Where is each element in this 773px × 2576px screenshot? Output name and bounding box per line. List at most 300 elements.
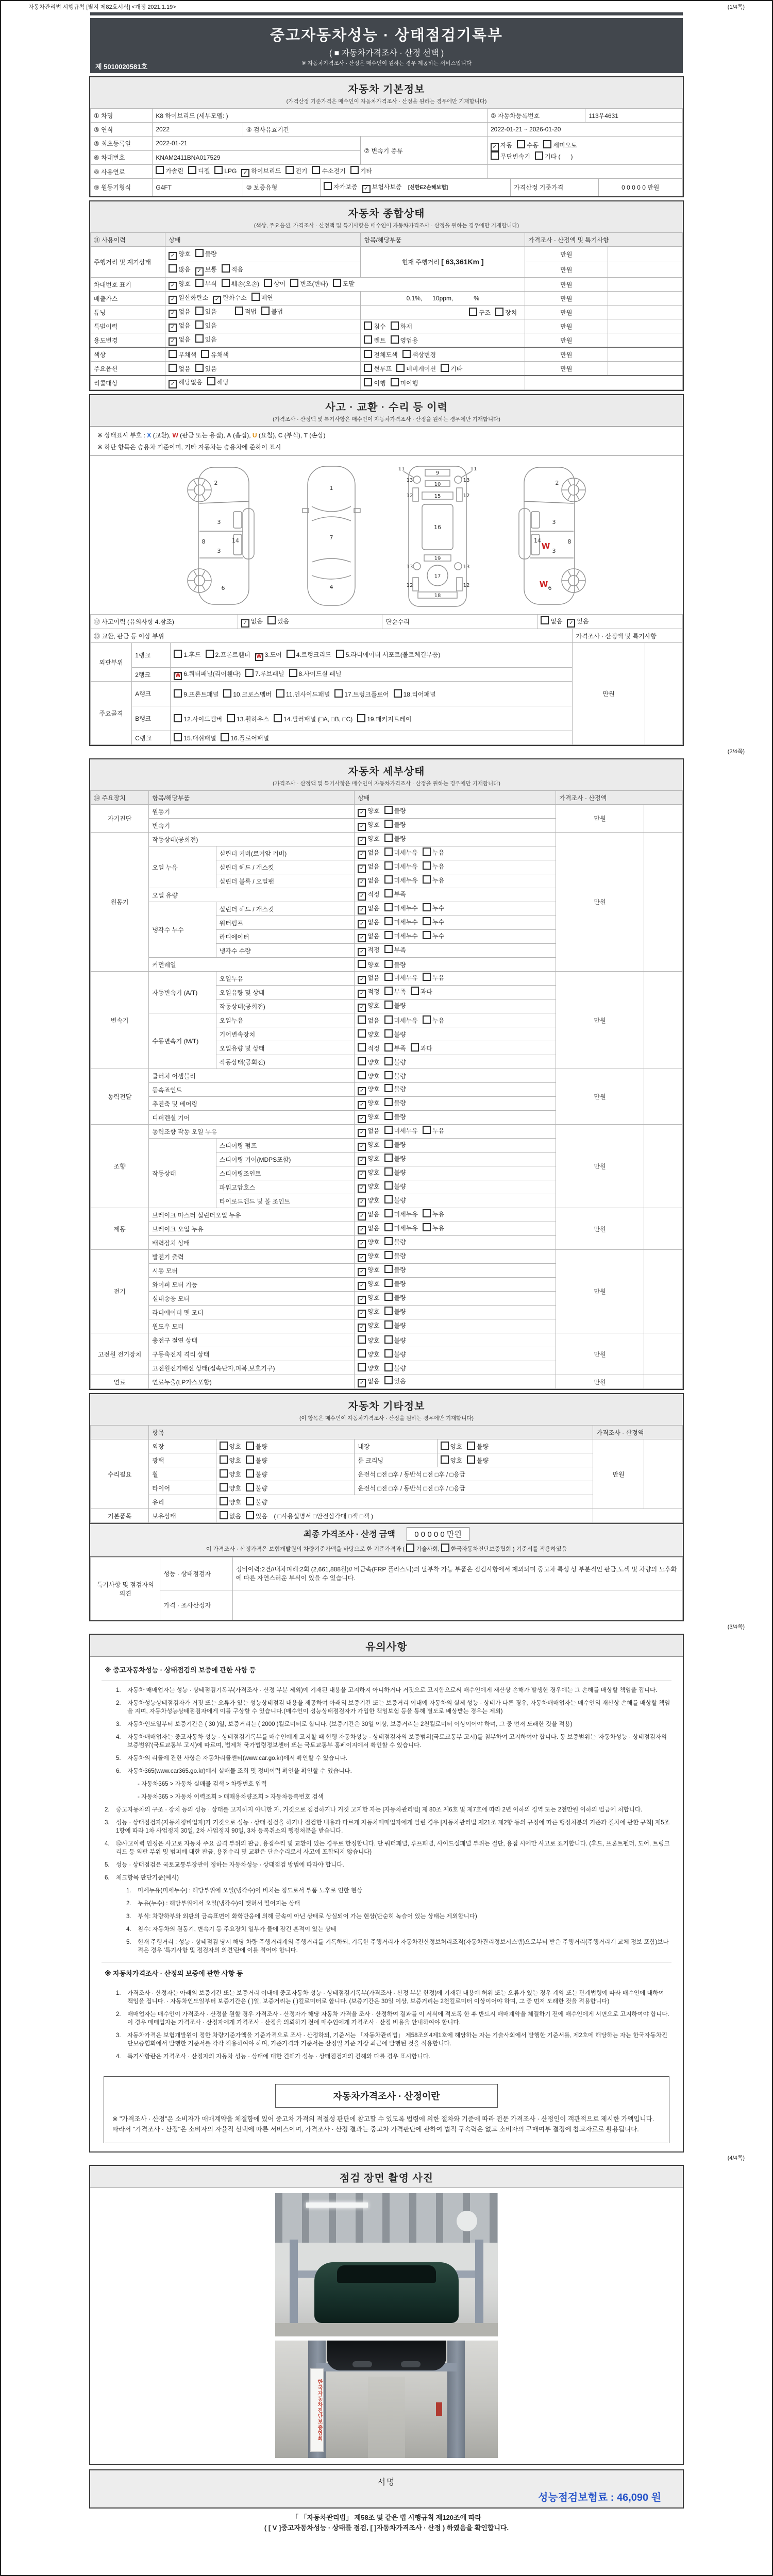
option xyxy=(384,1307,406,1316)
option-label: 양호 xyxy=(367,1002,380,1009)
usage-type-options xyxy=(361,333,525,348)
price-cell: 만원 xyxy=(556,1069,644,1125)
option-label: 누유 xyxy=(432,1225,445,1232)
column-header: 가격조사 · 산정액 및 특기사항 xyxy=(573,629,683,643)
option xyxy=(334,689,389,699)
option-label: 있음 xyxy=(205,308,217,315)
row-label: 배출가스 xyxy=(91,292,165,306)
section-detail-header xyxy=(90,759,683,791)
option-label: 불량 xyxy=(394,1197,406,1204)
option-label: 불량 xyxy=(476,1457,489,1464)
option-label: 있음 xyxy=(255,1513,267,1520)
remark-cell xyxy=(608,319,682,333)
option xyxy=(396,364,436,373)
remark-cell xyxy=(644,833,682,972)
notice-item-number: 2. xyxy=(105,1807,110,1813)
svg-text:13: 13 xyxy=(463,478,470,483)
option xyxy=(358,876,379,887)
detail-condition-table xyxy=(90,790,683,1389)
option xyxy=(384,1237,406,1246)
section-title: 자동차 기본정보 xyxy=(348,84,425,95)
page-title: 중고자동차성능 · 상태점검기록부 xyxy=(270,27,503,44)
option-label: 과다 xyxy=(420,1045,432,1052)
checkbox-unchecked xyxy=(384,1181,393,1190)
option xyxy=(285,166,307,175)
section-title: 자동차 기타정보 xyxy=(348,1401,425,1412)
option xyxy=(441,364,462,373)
state-options xyxy=(355,986,556,999)
checkbox-unchecked xyxy=(245,669,254,677)
price-cell: 만원 xyxy=(556,1250,644,1333)
field-label: ⑦ 변속기 종류 xyxy=(361,137,488,165)
option xyxy=(358,1001,379,1012)
option-label: 미세누수 xyxy=(394,905,418,912)
option xyxy=(174,669,241,680)
price-cell: 만원 xyxy=(556,1333,644,1375)
notice-item-number xyxy=(126,1793,138,1801)
checkbox-unchecked xyxy=(384,931,393,939)
inspection-photo-underbody xyxy=(275,2341,498,2458)
checkbox-unchecked xyxy=(384,848,393,856)
option-label: 탄화수소 xyxy=(223,294,247,301)
misc-table xyxy=(90,1425,683,1523)
checkbox-unchecked xyxy=(357,714,365,722)
checkbox-unchecked xyxy=(246,1455,254,1464)
option xyxy=(384,820,406,829)
usage-change-options xyxy=(165,333,361,348)
option xyxy=(384,1265,406,1274)
option-label: 미세누유 xyxy=(394,877,418,884)
checkbox-checked: ✓ xyxy=(358,878,366,887)
checkbox-unchecked xyxy=(358,1057,366,1065)
detail-row xyxy=(91,1069,683,1083)
state-code-legend xyxy=(90,427,683,456)
option xyxy=(246,1497,267,1506)
mileage-prefix: 현재 주행거리 xyxy=(401,259,440,266)
state-options xyxy=(355,1347,556,1361)
option-label: 적정 xyxy=(367,891,380,898)
checkbox-unchecked xyxy=(384,960,393,968)
checkbox-checked: ✓ xyxy=(358,1157,366,1165)
wheel-positions: 운전석 □전 □후 / 동반석 □전 □후 / □응급 xyxy=(355,1467,593,1481)
option xyxy=(423,931,444,940)
option xyxy=(169,264,190,274)
checkbox-unchecked xyxy=(195,364,204,372)
checkbox-unchecked xyxy=(251,293,260,301)
notice-item-number: 3. xyxy=(116,2032,121,2039)
checkbox-unchecked xyxy=(336,650,344,658)
car-bottom-view-diagram xyxy=(394,461,481,611)
option xyxy=(156,166,183,175)
detail-row xyxy=(91,1125,683,1139)
option xyxy=(543,140,577,149)
option-label: 불량 xyxy=(394,1169,406,1176)
checkbox-unchecked xyxy=(220,1483,228,1492)
final-price-value: 0 0 0 0 0 만원 xyxy=(407,1527,469,1541)
option-label: 양호 xyxy=(229,1485,241,1492)
price-cell: 만원 xyxy=(525,262,608,278)
option-label: 있음 xyxy=(577,617,589,625)
option xyxy=(423,848,444,857)
option-label: 없음 xyxy=(367,1017,380,1024)
option xyxy=(221,733,269,742)
sub-item-label: 스티어링 기어(MDPS포함) xyxy=(216,1153,355,1166)
notice-heading: ※ 중고자동차성능 · 상태점검의 보증에 관한 사항 등 xyxy=(102,1660,671,1681)
option-label: 있음 xyxy=(205,336,217,343)
lift-post-left xyxy=(290,2240,298,2336)
option xyxy=(364,350,397,359)
option-label: 13.휠하우스 xyxy=(237,715,270,723)
item-label: 추진축 및 베어링 xyxy=(149,1097,355,1111)
notice-item-text: 자동차가격은 보험개발원이 정한 차량기준가액을 기준가격으로 조사 · 산정하되, 기준서는 「자동차관리법」 제58조의4제1호에 해당하는 자는 기술사회에서 발행한 기준서를, 제2호에 해당하는 자는 한국자동차진단보증협회에서 발행한 기준서를 각각 적용하여야 하며, 기준가격과 기준서는 산정일 기준 가장 최근에 발행된 것을 적용합니다. xyxy=(127,2032,667,2047)
option xyxy=(333,279,355,288)
option-label: 디젤 xyxy=(198,167,210,175)
option-label: 부족 xyxy=(394,1045,406,1052)
option xyxy=(364,364,392,373)
row-label: 튜닝 xyxy=(91,306,165,319)
option xyxy=(362,182,402,193)
checkbox-checked: ✓ xyxy=(358,1296,366,1304)
checkbox-unchecked xyxy=(384,1112,393,1120)
checkbox-unchecked xyxy=(384,889,393,897)
checkbox-unchecked xyxy=(391,335,399,344)
checkbox-unchecked xyxy=(384,1279,393,1287)
detail-row xyxy=(91,1375,683,1389)
notice-item xyxy=(116,1686,671,1694)
option-label: 없음 xyxy=(178,365,191,372)
option-label: 9.프론트패널 xyxy=(183,690,219,698)
option xyxy=(423,875,444,885)
option xyxy=(491,151,530,161)
car-right-side-diagram xyxy=(505,461,591,611)
option xyxy=(264,279,285,288)
checkbox-unchecked xyxy=(246,1497,254,1505)
option xyxy=(195,334,217,344)
checkbox-unchecked xyxy=(384,945,393,953)
option xyxy=(169,350,196,359)
option xyxy=(358,987,379,998)
checkbox-checked: ✓ xyxy=(358,823,366,831)
basic-items-options xyxy=(216,1509,593,1523)
option-label: 부족 xyxy=(394,988,406,995)
checkbox-unchecked xyxy=(411,1043,419,1052)
state-options xyxy=(355,916,556,930)
checkbox-unchecked xyxy=(535,151,543,160)
svg-text:7: 7 xyxy=(329,534,333,541)
basic-table-row2 xyxy=(90,122,683,137)
checkbox-checked: ✓ xyxy=(169,252,177,260)
svg-text:11: 11 xyxy=(470,466,477,472)
sub-item-label: 실린더 커버(로커암 커버) xyxy=(216,846,355,860)
row-label: 차대번호 표기 xyxy=(91,278,165,292)
field-label: ⑩ 보증유형 xyxy=(243,179,320,196)
section-photos-header xyxy=(90,2166,683,2188)
checkbox-checked: ✓ xyxy=(358,1184,366,1193)
option xyxy=(384,875,418,885)
option-label: 양호 xyxy=(367,1099,380,1107)
state-options xyxy=(355,902,556,916)
option xyxy=(358,1043,379,1053)
option xyxy=(220,1469,241,1479)
option xyxy=(245,669,284,678)
notice-item xyxy=(116,1699,671,1716)
rank2-options xyxy=(171,668,573,682)
option-label: 보통 xyxy=(205,265,217,273)
checkbox-unchecked xyxy=(384,1084,393,1092)
option xyxy=(169,307,190,318)
option xyxy=(358,806,379,817)
section-inspection-photos xyxy=(89,2165,684,2465)
item-label: 자동변속기 (A/T) xyxy=(149,972,216,1013)
option-label: 양호 xyxy=(229,1499,241,1506)
option xyxy=(195,364,217,373)
option xyxy=(358,1224,379,1234)
option xyxy=(358,918,379,928)
checkbox-checked: ✓ xyxy=(169,380,177,388)
checkbox-unchecked xyxy=(290,279,298,287)
notice-item-text: 미세누유(미세누수) : 해당부위에 오일(냉각수)이 비치는 정도로서 부품 노후로 인한 현상 xyxy=(138,1888,363,1894)
definition-text: ※ "가격조사 · 산정"은 소비자가 매매계약을 체결함에 있어 중고차 가격의 적절성 판단에 참고할 수 있도록 법령에 의한 절차와 기준에 따라 전문 가격조사 · 산정인이 객관적으로 제시한 가액입니다. 따라서 "가격조사 · 산정"은 소비자의 자율적 선택에 따른 서비스이며, 가격조사 · 산정 결과는 중고차 가격판단에 관하여 법적 구속력은 없고 소비자의 구매여부 결정에 참고자료로 활용됩니다. xyxy=(112,2115,654,2133)
item-label: 발전기 출력 xyxy=(149,1250,355,1264)
option-label: 불량 xyxy=(394,1031,406,1038)
remark-cell xyxy=(644,1069,682,1125)
option-label: 변조(변타) xyxy=(300,280,328,287)
option-label: 없음 xyxy=(178,322,191,329)
option-label: 불량 xyxy=(394,1113,406,1121)
option xyxy=(358,834,379,845)
item-label: 커먼레일 xyxy=(149,958,355,972)
notice-item-text: 현재 주행거리 : 성능 · 상태점검 당시 해당 차량 주행거리계의 주행거리를 기록하되, 기록한 주행거리가 자동차전산정보처리조직(자동차관리정보시스템)으로부터 받은 주행거리(주행거리계 교체 정보 포함)보다 적은 경우 '특기사항 및 점검자의 의견'란에 이를 적어야 합니다. xyxy=(138,1939,669,1954)
car-windshield xyxy=(337,2265,436,2283)
option-label: 침수 xyxy=(374,323,386,330)
option-label: 10.크로스멤버 xyxy=(233,690,272,698)
option xyxy=(423,1223,444,1232)
option xyxy=(274,714,352,723)
checkbox-checked: ✓ xyxy=(241,619,249,628)
checkbox-unchecked xyxy=(285,166,294,174)
panel-rank-table xyxy=(90,629,683,745)
remark-cell xyxy=(644,1333,682,1375)
remark-cell xyxy=(608,347,682,362)
row-label: 색상 xyxy=(91,347,165,362)
option-label: 양호 xyxy=(367,1266,380,1274)
notice-item xyxy=(105,1861,671,1869)
option-label: 불법 xyxy=(271,308,283,315)
garage-floor xyxy=(275,2323,498,2336)
item-label: 실내송풍 모터 xyxy=(149,1292,355,1306)
option-label: 있음 xyxy=(277,617,290,625)
checkbox-unchecked xyxy=(384,1320,393,1329)
option xyxy=(358,1182,379,1193)
checkbox-unchecked xyxy=(441,1544,449,1552)
basic-table-row5 xyxy=(90,164,683,179)
accident-summary-table xyxy=(90,614,683,629)
rankC-options xyxy=(171,731,573,745)
item-label: 구동축전지 격리 상태 xyxy=(149,1347,355,1361)
checkbox-checked: ✓ xyxy=(169,296,177,304)
option-label: 8.사이드실 패널 xyxy=(298,670,342,677)
device-group-label: 자기진단 xyxy=(91,805,149,833)
room-cleaning-options xyxy=(437,1453,593,1467)
option xyxy=(535,151,573,161)
checkbox-unchecked xyxy=(195,320,204,329)
car-damage-diagrams xyxy=(90,456,683,615)
option-label: 양호 xyxy=(367,821,380,828)
svg-text:2: 2 xyxy=(214,480,218,486)
checkbox-unchecked xyxy=(423,917,431,925)
price-cell: 만원 xyxy=(525,319,608,333)
row-label: ⑬ 교환, 판금 등 이상 부위 xyxy=(91,629,573,643)
checkbox-unchecked xyxy=(441,364,449,372)
option xyxy=(384,1029,406,1039)
notice-item-text: 누유(누수) : 해당부위에서 오일(냉각수)이 맺혀서 떨어지는 상태 xyxy=(138,1901,300,1907)
legend-codes xyxy=(97,431,676,439)
option xyxy=(169,321,190,332)
remark-cell xyxy=(608,262,682,278)
option xyxy=(394,689,436,699)
checkbox-unchecked xyxy=(364,350,372,358)
base-price-value: 0 0 0 0 0 만원 xyxy=(598,179,682,196)
option-label: 매연 xyxy=(261,294,273,301)
option-label: 불량 xyxy=(255,1471,267,1478)
notice-item-number: 4. xyxy=(116,1734,121,1740)
checkbox-unchecked xyxy=(214,166,223,174)
option xyxy=(411,1043,432,1053)
sub-item-label: 스티어링 펌프 xyxy=(216,1139,355,1153)
option xyxy=(358,1196,379,1207)
svg-text:18: 18 xyxy=(434,593,441,599)
option-label: 불량 xyxy=(394,1183,406,1190)
color-options xyxy=(165,347,361,362)
option-label: 미세누유 xyxy=(394,1017,418,1024)
checkbox-unchecked xyxy=(358,1043,366,1052)
legend-code-desc: (요철), xyxy=(257,432,278,439)
notice-item-text: 자동차성능상태점검자가 거짓 또는 오류가 있는 성능상태점검 내용을 제공하여 아래의 보증기간 또는 보증거리 이내에 자동차의 실제 성능 · 상태가 다른 경우, 자동차매매업자는 매수인의 재산상 손해를 배상할 책임을 지며, 자동차성능상태점검자에게 이를 구상할 수 있습니다.(매수인이 성능상태점검자가 가입한 책임보험 등을 통해 별도로 배상받는 경우는 제외) xyxy=(127,1700,670,1715)
field-label: ④ 검사유효기간 xyxy=(243,123,487,137)
tuning-options xyxy=(165,306,361,319)
svg-text:3: 3 xyxy=(552,519,556,526)
option xyxy=(358,1071,379,1080)
notice-item-text: - 자동차365 > 자동차 이력조회 > 매매용차량조회 > 자동차등록번호 검색 xyxy=(138,1794,324,1800)
section-overall-header xyxy=(90,201,683,233)
checkbox-unchecked xyxy=(324,182,332,190)
row-label: 특별이력 xyxy=(91,319,165,333)
option-label: 없음 xyxy=(550,617,563,625)
state-options xyxy=(355,833,556,846)
option xyxy=(358,1015,379,1025)
option xyxy=(358,1363,379,1372)
notice-item xyxy=(105,1819,671,1835)
option xyxy=(384,1126,418,1135)
title-block xyxy=(90,12,683,73)
page-marker-1: (1/4쪽) xyxy=(727,4,745,10)
checkbox-unchecked xyxy=(384,1209,393,1217)
price-cell: 만원 xyxy=(525,278,608,292)
checkbox-checked: ✓ xyxy=(358,1198,366,1207)
checkbox-unchecked xyxy=(201,350,209,358)
checkbox-unchecked xyxy=(195,249,204,257)
inspector-opinion-table xyxy=(90,1557,683,1620)
option xyxy=(358,904,379,914)
option xyxy=(384,1098,406,1107)
section-subtitle: (이 항목은 매수인이 자동차가격조사 · 산정을 원하는 경우에만 기재합니다) xyxy=(299,1415,474,1421)
option-label: 있음 xyxy=(205,322,217,329)
option-label: 누수 xyxy=(432,919,445,926)
notice-item xyxy=(105,1840,671,1856)
detail-row xyxy=(91,1333,683,1347)
state-options xyxy=(355,860,556,874)
option xyxy=(384,1349,406,1359)
exhaust-right xyxy=(401,2361,421,2367)
checkbox-checked: ✓ xyxy=(358,837,366,845)
checkbox-unchecked xyxy=(222,279,230,287)
state-options xyxy=(355,1319,556,1333)
checkbox-unchecked xyxy=(423,1126,431,1134)
notice-item xyxy=(116,2010,671,2027)
checkbox-unchecked xyxy=(423,1015,431,1024)
state-options xyxy=(355,1292,556,1306)
option xyxy=(358,1251,379,1262)
option-label: 없음 xyxy=(178,336,191,343)
option-label: 1.후드 xyxy=(183,651,201,658)
option-label: 누수 xyxy=(432,905,445,912)
option xyxy=(358,1140,379,1151)
notice-item xyxy=(126,1938,671,1955)
sub-item-label: 작동상태(공회전) xyxy=(216,1055,355,1069)
option xyxy=(358,931,379,942)
remark-cell xyxy=(644,1125,682,1208)
title-note: ※ 자동차가격조사 · 산정은 매수인이 원하는 경우 제공하는 서비스입니다 xyxy=(301,60,472,66)
checkbox-unchecked xyxy=(195,279,204,287)
checkbox-unchecked xyxy=(384,1223,393,1231)
state-options xyxy=(355,819,556,833)
price-cell: 만원 xyxy=(525,347,608,362)
simple-repair-label: 단순수리 xyxy=(382,615,537,629)
overall-condition-table xyxy=(90,232,683,390)
option-label: 불량 xyxy=(394,835,406,842)
legend-code-letter: T xyxy=(304,432,308,439)
emission-options xyxy=(165,292,361,306)
checkbox-unchecked xyxy=(423,973,431,981)
option-label: 없음 xyxy=(367,905,380,912)
option xyxy=(358,1307,379,1318)
checkbox-unchecked xyxy=(384,820,393,828)
option xyxy=(289,669,342,678)
option xyxy=(358,1168,379,1179)
checkbox-unchecked xyxy=(223,689,231,698)
sub-item-label: 라디에이터 xyxy=(216,930,355,944)
checkbox-unchecked xyxy=(350,166,359,174)
section-title: 사고 · 교환 · 수리 등 이력 xyxy=(325,402,448,413)
state-options xyxy=(355,1208,556,1222)
svg-text:6: 6 xyxy=(548,585,552,591)
section-overall-condition xyxy=(89,200,684,391)
option xyxy=(287,650,331,659)
option xyxy=(384,1015,418,1025)
remark-cell xyxy=(525,376,683,390)
checkbox-unchecked xyxy=(195,307,204,315)
checkbox-unchecked xyxy=(384,1335,393,1344)
option xyxy=(358,890,379,901)
notice-item xyxy=(116,1754,671,1762)
checkbox-unchecked xyxy=(364,378,372,386)
svg-text:14: 14 xyxy=(534,537,541,544)
checkbox-unchecked xyxy=(423,875,431,884)
option-label: 적법 xyxy=(244,308,257,315)
price-cell: 만원 xyxy=(573,643,645,745)
state-options xyxy=(355,1250,556,1264)
section-accident-header xyxy=(90,395,683,427)
